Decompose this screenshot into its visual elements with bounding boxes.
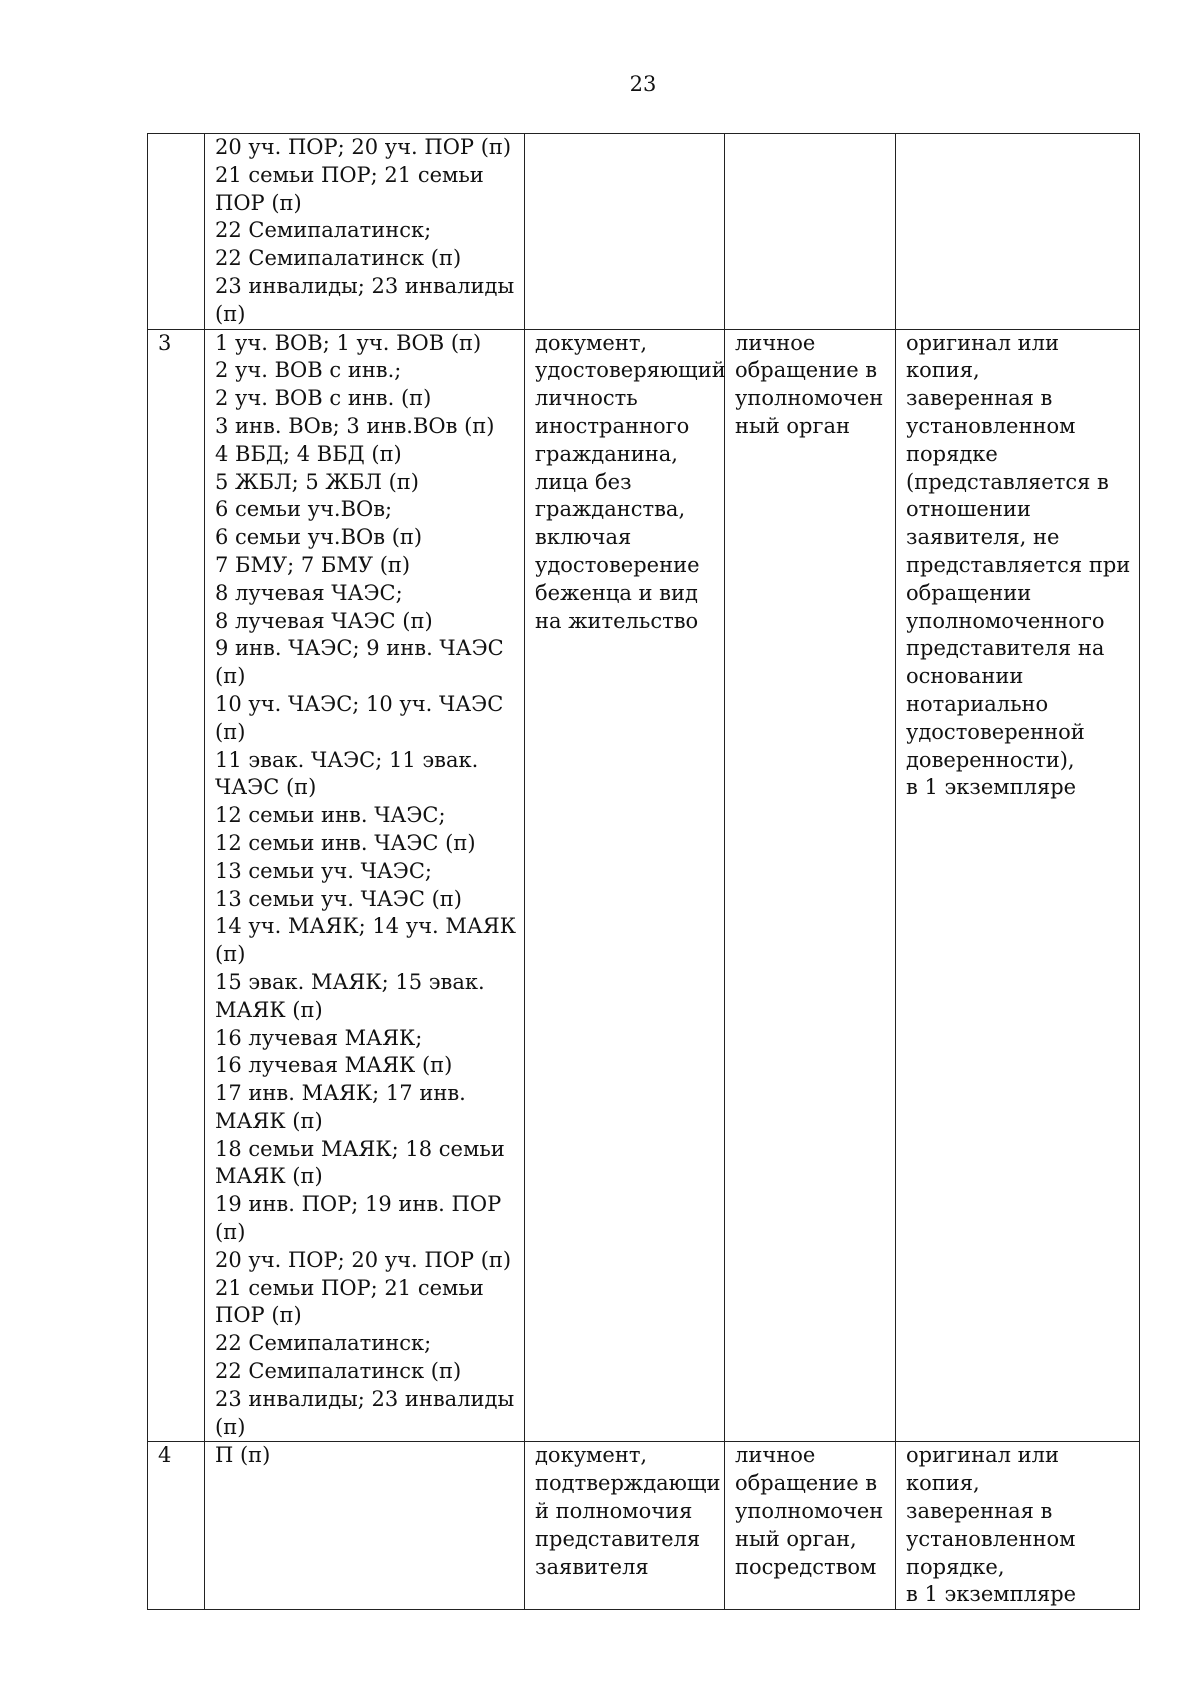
table-row-continuation [148, 134, 1140, 330]
submission-method-cell: личное обращение в уполномочен ный орган, посредством [725, 1442, 896, 1610]
document-name-cell: документ, удостоверяющий личность иностранного гражданина, лица без гражданства, включая удостоверение беженца и вид на жительство [525, 329, 725, 1442]
page-number: 23 [629, 72, 657, 96]
submission-method-cell [725, 134, 896, 330]
table-row-4 [148, 1442, 1140, 1610]
documents-table [147, 133, 1140, 1610]
document-form-cell: оригинал или копия, заверенная в установленном порядке, в 1 экземпляре [896, 1442, 1140, 1610]
row-number-cell [148, 134, 205, 330]
category-codes-cell: П (п) [205, 1442, 525, 1610]
row-number-cell: 3 [148, 329, 205, 1442]
document-name-cell: документ, подтверждающи й полномочия представителя заявителя [525, 1442, 725, 1610]
table-row-3 [148, 329, 1140, 1442]
row-number-cell: 4 [148, 1442, 205, 1610]
document-form-cell: оригинал или копия, заверенная в установленном порядке (представляется в отношении заявителя, не представляется при обращении уполномоченного представителя на основании нотариально удостоверенной доверенности), в 1 экземпляре [896, 329, 1140, 1442]
category-codes-cell: 1 уч. ВОВ; 1 уч. ВОВ (п) 2 уч. ВОВ с инв.; 2 уч. ВОВ с инв. (п) 3 инв. ВОв; 3 инв.ВОв (п) 4 ВБД; 4 ВБД (п) 5 ЖБЛ; 5 ЖБЛ (п) 6 семьи уч.ВОв; 6 семьи уч.ВОв (п) 7 БМУ; 7 БМУ (п) 8 лучевая ЧАЭС; 8 лучевая ЧАЭС (п) 9 инв. ЧАЭС; 9 инв. ЧАЭС (п) 10 уч. ЧАЭС; 10 уч. ЧАЭС (п) 11 эвак. ЧАЭС; 11 эвак. ЧАЭС (п) 12 семьи инв. ЧАЭС; 12 семьи инв. ЧАЭС (п) 13 семьи уч. ЧАЭС; 13 семьи уч. ЧАЭС (п) 14 уч. МАЯК; 14 уч. МАЯК (п) 15 эвак. МАЯК; 15 эвак. МАЯК (п) 16 лучевая МАЯК; 16 лучевая МАЯК (п) 17 инв. МАЯК; 17 инв. МАЯК (п) 18 семьи МАЯК; 18 семьи МАЯК (п) 19 инв. ПОР; 19 инв. ПОР (п) 20 уч. ПОР; 20 уч. ПОР (п) 21 семьи ПОР; 21 семьи ПОР (п) 22 Семипалатинск; 22 Семипалатинск (п) 23 инвалиды; 23 инвалиды (п) [205, 329, 525, 1442]
document-name-cell [525, 134, 725, 330]
document-form-cell [896, 134, 1140, 330]
category-codes-cell: 20 уч. ПОР; 20 уч. ПОР (п) 21 семьи ПОР; 21 семьи ПОР (п) 22 Семипалатинск; 22 Семипалатинск (п) 23 инвалиды; 23 инвалиды (п) [205, 134, 525, 330]
submission-method-cell: личное обращение в уполномочен ный орган [725, 329, 896, 1442]
